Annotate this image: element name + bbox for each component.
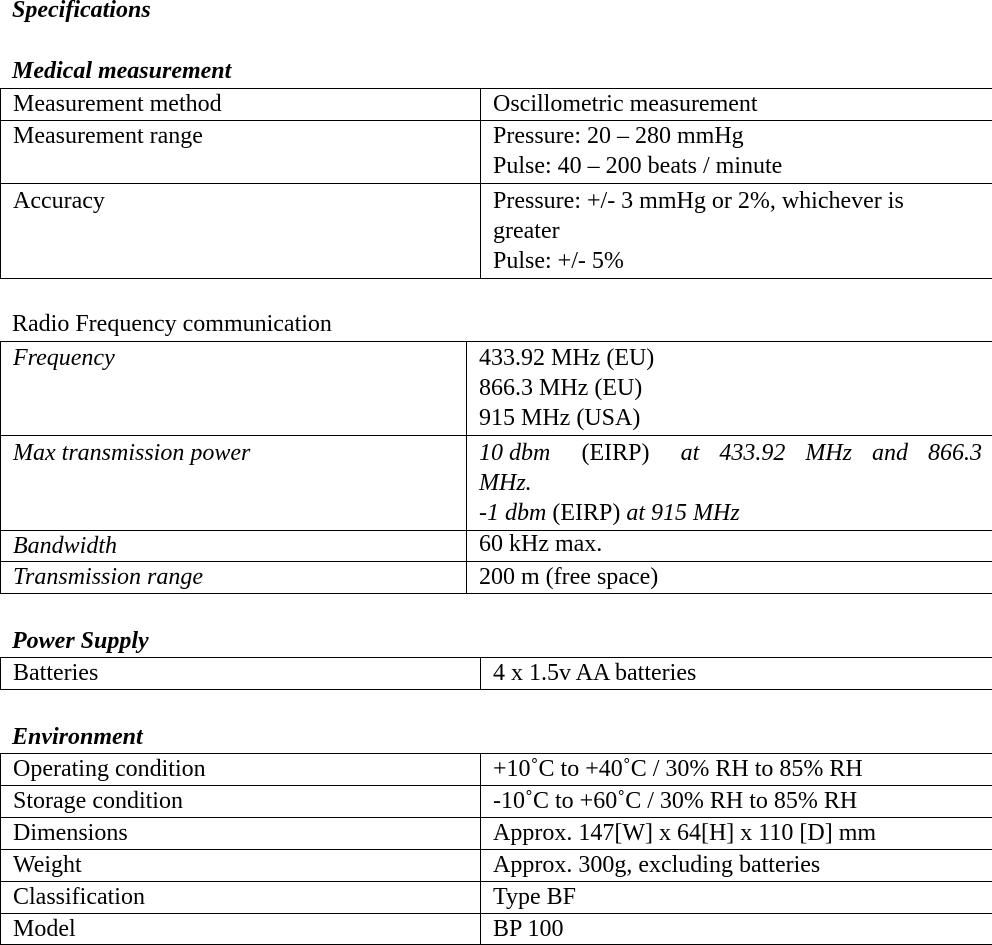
radio-table	[0, 341, 992, 594]
table-row	[1, 658, 992, 690]
spec-label: Batteries	[1, 658, 481, 690]
spec-value: -10˚C to +60˚C / 30% RH to 85% RH	[481, 786, 992, 818]
table-row	[1, 184, 992, 279]
spec-label: Weight	[1, 850, 481, 882]
spec-value-line: 915 MHz (USA)	[479, 405, 641, 431]
spec-value: Approx. 300g, excluding batteries	[481, 850, 992, 882]
table-row	[1, 818, 992, 850]
environment-table	[0, 753, 992, 945]
spec-value-line: 866.3 MHz (EU)	[479, 375, 643, 401]
spec-value-line: Pressure: 20 – 280 mmHg	[493, 123, 744, 149]
power-frequency-usa: at 915 MHz	[626, 500, 740, 526]
spec-value-line	[479, 498, 982, 528]
spec-value-line: MHz.	[479, 470, 532, 496]
spec-label: Dimensions	[1, 818, 481, 850]
spec-value-line: Pulse: 40 – 200 beats / minute	[493, 153, 783, 179]
power-value-usa: -1 dbm	[479, 500, 547, 526]
spec-value-line: Pressure: +/- 3 mmHg or 2%, whichever is	[493, 188, 904, 214]
spec-value: BP 100	[481, 914, 992, 945]
table-row	[1, 342, 992, 436]
spec-value: 4 x 1.5v AA batteries	[481, 658, 992, 690]
spec-value-line: Pulse: +/- 5%	[493, 248, 624, 274]
spec-label: Accuracy	[1, 184, 481, 279]
table-row	[1, 850, 992, 882]
table-row	[1, 754, 992, 786]
spec-value	[467, 436, 992, 531]
spec-value: +10˚C to +40˚C / 30% RH to 85% RH	[481, 754, 992, 786]
section-heading-environment: Environment	[12, 724, 143, 750]
power-eirp-label: (EIRP)	[581, 440, 650, 466]
spec-label: Classification	[1, 882, 481, 914]
spec-label: Measurement method	[1, 89, 481, 121]
table-row	[1, 436, 992, 531]
spec-value-line	[479, 438, 982, 468]
table-row	[1, 531, 992, 562]
spec-value: Approx. 147[W] x 64[H] x 110 [D] mm	[481, 818, 992, 850]
table-row	[1, 562, 992, 594]
spec-label: Storage condition	[1, 786, 481, 818]
spec-label: Operating condition	[1, 754, 481, 786]
section-heading-medical: Medical measurement	[12, 58, 232, 84]
spec-value	[481, 184, 992, 279]
page-title: Specifications	[12, 0, 151, 23]
spec-label: Max transmission power	[1, 436, 467, 531]
spec-value	[467, 342, 992, 436]
spec-label: Transmission range	[1, 562, 467, 594]
section-heading-radio: Radio Frequency communication	[12, 311, 332, 337]
table-row	[1, 786, 992, 818]
power-eirp-label: (EIRP)	[546, 500, 627, 526]
spec-value-line: 433.92 MHz (EU)	[479, 345, 655, 371]
table-row	[1, 882, 992, 914]
table-row	[1, 89, 992, 121]
power-table	[0, 657, 992, 690]
section-heading-power: Power Supply	[12, 628, 149, 654]
power-value-eu: 10 dbm	[479, 440, 551, 466]
spec-value: Type BF	[481, 882, 992, 914]
table-row	[1, 121, 992, 184]
medical-table	[0, 88, 992, 279]
spec-value-line: greater	[493, 218, 560, 244]
spec-value: Oscillometric measurement	[481, 89, 992, 121]
spec-label: Frequency	[1, 342, 467, 436]
spec-label: Bandwidth	[1, 531, 467, 562]
spec-label: Model	[1, 914, 481, 945]
spec-value	[481, 121, 992, 184]
spec-label: Measurement range	[1, 121, 481, 184]
spec-value: 200 m (free space)	[467, 562, 992, 594]
table-row	[1, 914, 992, 945]
power-frequency-eu: at 433.92 MHz and 866.3	[680, 440, 982, 466]
spec-value: 60 kHz max.	[467, 531, 992, 562]
